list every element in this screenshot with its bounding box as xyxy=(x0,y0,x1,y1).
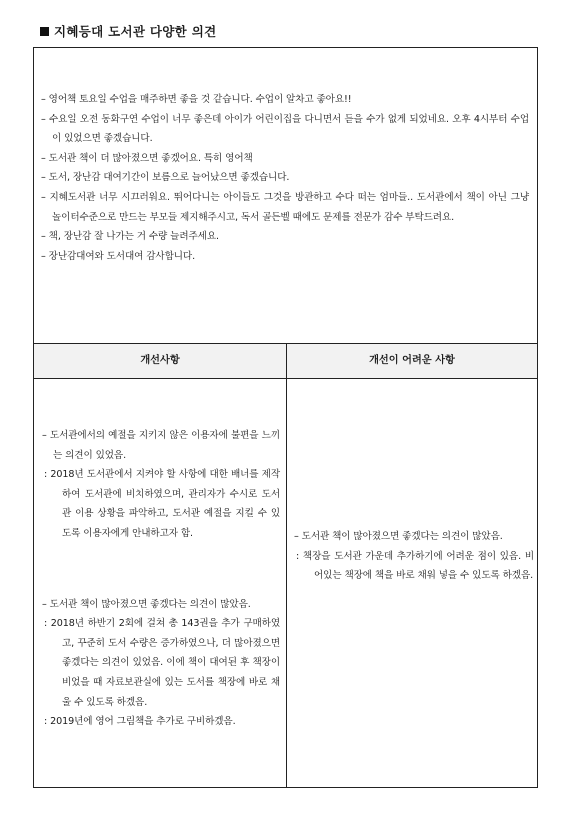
opinion-item: – 책, 장난감 잘 나가는 거 수량 늘려주세요. xyxy=(39,227,529,247)
opinion-item: – 지혜도서관 너무 시끄러워요. 뛰어다니는 아이들도 그것을 방관하고 수다 떠는 엄마들.. 도서관에서 책이 아닌 그냥 놀이터수준으로 만드는 부모들 제지해주시고, 독서 골든벨 때에도 문제를 전문가 감수 부탁드려요. xyxy=(39,188,529,227)
response-item: : 2019년에 영어 그림책을 추가로 구비하겠음. xyxy=(40,712,280,732)
opinions-list xyxy=(39,90,529,266)
column-divider xyxy=(286,379,287,787)
table-header-row xyxy=(34,344,537,379)
response-item: : 책장을 도서관 가운데 추가하기에 어려운 점이 있음. 비어있는 책장에 책을 바로 채워 넣을 수 있도록 하겠음. xyxy=(292,547,534,586)
page-title-text: 지혜등대 도서관 다양한 의견 xyxy=(54,24,217,39)
difficult-improvements-cell xyxy=(292,527,534,586)
black-square-icon xyxy=(40,27,49,36)
improvements-cell xyxy=(40,426,280,732)
spacer xyxy=(40,560,280,579)
response-item: : 2018년 하반기 2회에 걸쳐 총 143권을 추가 구매하였고, 꾸준히 도서 수량은 증가하였으나, 더 많아졌으면 좋겠다는 의견이 있었음. 이에 책이 대여된 후 책장이 비었을 때 자료보관실에 있는 도서를 책장에 바로 채울 수 있도록 하겠음. xyxy=(40,614,280,712)
opinion-item: – 도서관 책이 더 많아졌으면 좋겠어요. 특히 영어책 xyxy=(39,149,529,169)
response-item: : 2018년 도서관에서 지켜야 할 사항에 대한 배너를 제작하여 도서관에 비치하였으며, 관리자가 수시로 도서관 이용 상황을 파악하고, 도서관 예절을 지킬 수 있도록 이용자에게 안내하고자 함. xyxy=(40,465,280,543)
issue-item: – 도서관 책이 많아졌으면 좋겠다는 의견이 많았음. xyxy=(40,595,280,615)
issue-item: – 도서관에서의 예절을 지키지 않은 이용자에 불편을 느끼는 의견이 있었음. xyxy=(40,426,280,465)
opinion-table xyxy=(33,47,538,788)
opinions-section xyxy=(34,48,537,344)
opinion-item: – 수요일 오전 동화구연 수업이 너무 좋은데 아이가 어린이집을 다니면서 듣을 수가 없게 되었네요. 오후 4시부터 수업이 있었으면 좋겠습니다. xyxy=(39,110,529,149)
issue-item: – 도서관 책이 많아졌으면 좋겠다는 의견이 많았음. xyxy=(292,527,534,547)
opinion-item: – 장난감대여와 도서대여 감사합니다. xyxy=(39,247,529,267)
opinion-item: – 도서, 장난감 대여기간이 보름으로 늘어났으면 좋겠습니다. xyxy=(39,168,529,188)
header-improvements: 개선사항 xyxy=(34,344,287,378)
opinion-item: – 영어책 토요일 수업을 매주하면 좋을 것 같습니다. 수업이 알차고 좋아요!! xyxy=(39,90,529,110)
page-title xyxy=(40,22,216,40)
header-difficult-improvements: 개선이 어려운 사항 xyxy=(369,355,455,366)
